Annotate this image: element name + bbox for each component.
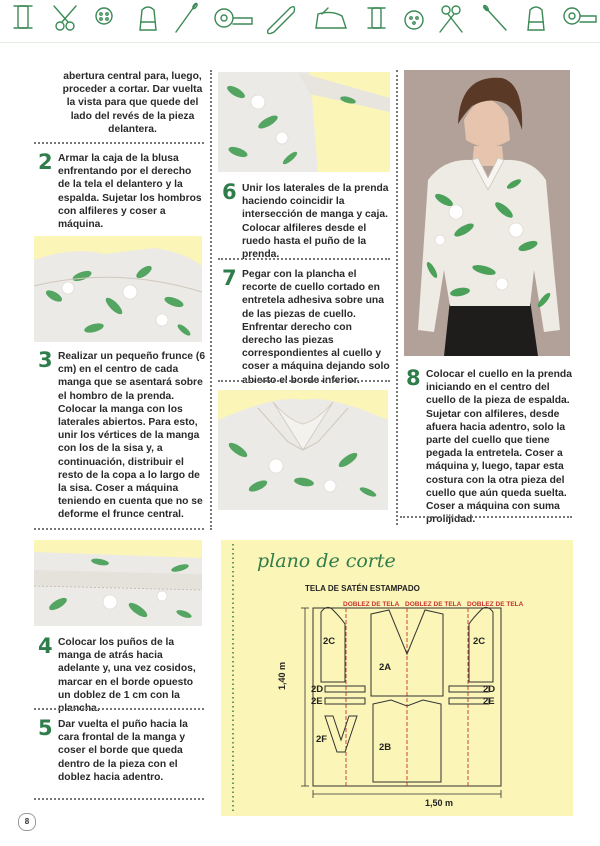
measuring-tape-icon xyxy=(215,9,252,27)
divider xyxy=(34,798,204,800)
side-seam-photo xyxy=(218,72,390,172)
model-photo xyxy=(404,70,570,356)
step-text: Colocar el cuello en la prenda iniciando en el centro del cuello de la pieza de espalda. Sujetar con alfileres, desde afuera hacia adentro, solo la parte del cuello que tiene pegada la entretela. Coser a máquina y, luego, tapar esta costura con la otra pieza del cuello que aún queda suelta. Coser a máquina con suma prolijidad. xyxy=(426,369,572,526)
button-icon xyxy=(405,11,423,29)
divider xyxy=(34,528,204,530)
step-5 xyxy=(38,716,208,786)
step-text: Unir los laterales de la prenda haciendo coincidir la intersección de manga y caja. Colocar alfileres desde el ruedo hasta el puño de la prenda. xyxy=(242,183,389,261)
piece-2b: 2B xyxy=(379,742,392,753)
height-dimension: 1,40 m xyxy=(277,661,287,690)
cutting-plan-panel xyxy=(221,540,573,816)
intro-text: abertura central para, luego, proceder a cortar. Dar vuelta la vista para que quede del lado del revés de la pieza delantera. xyxy=(62,71,203,135)
collar-photo xyxy=(218,390,388,510)
needle-icon xyxy=(176,3,198,32)
step-text: Realizar un pequeño frunce (6 cm) en el centro de cada manga que se asentará sobre el hombro de la prenda. Colocar la manga con los laterales abiertos. Para esto, unir los vértices de la manga con los de la sisa y, a continuación, distribuir el resto de la copa a lo largo de la sisa. Coser a máquina teniendo en cuenta que no se deforme el frunce central. xyxy=(58,351,206,521)
piece-2c-right: 2C xyxy=(473,636,486,647)
step-text: Armar la caja de la blusa enfrentando por el derecho de la tela el delantero y la espalda. Sujetar los hombros con alfileres y coser a máquina. xyxy=(58,153,202,231)
step-number: 6 xyxy=(222,180,237,204)
fabric-title: TELA DE SATÉN ESTAMPADO xyxy=(305,584,420,593)
piece-2e-left: 2E xyxy=(311,696,323,707)
thimble-icon xyxy=(528,7,544,30)
thread-spool-icon xyxy=(14,6,32,28)
fold-label-1: DOBLEZ DE TELA xyxy=(343,601,400,608)
step-text: Colocar los puños de la manga de atrás hacia adelante y, una vez cosidos, marcar en el borde opuesto un doblez de 1 cm con la plancha. xyxy=(58,637,196,715)
step-text: Pegar con la plancha el recorte de cuello cortado en entretela adhesiva sobre una de las piezas de cuello. Enfrentar derecho con derecho las piezas correspondientes al cuello y coser a máquina dejando solo abierto el borde inferior. xyxy=(242,269,390,386)
fold-label-2: DOBLEZ DE TELA xyxy=(405,601,462,608)
thimble-icon xyxy=(140,7,156,30)
piece-2d-right: 2D xyxy=(483,684,496,695)
cutting-pattern-diagram xyxy=(221,540,573,816)
iron-icon xyxy=(316,8,346,28)
scissors-icon xyxy=(440,6,462,32)
cutting-plan-title: plano de corte xyxy=(257,550,396,572)
piece-2f: 2F xyxy=(316,734,328,745)
measuring-tape-icon xyxy=(564,8,596,24)
cuff-photo xyxy=(34,540,202,626)
button-icon xyxy=(96,8,112,24)
page-number: 8 xyxy=(18,813,36,831)
step-3 xyxy=(38,348,208,521)
step-8 xyxy=(406,366,578,526)
width-dimension: 1,50 m xyxy=(425,798,454,808)
step-number: 3 xyxy=(38,348,53,372)
divider xyxy=(34,708,204,710)
piece-2e-right: 2E xyxy=(483,696,495,707)
sleeve-photo xyxy=(34,236,202,342)
header-pattern-band xyxy=(0,0,600,43)
column-separator xyxy=(210,70,212,530)
piece-2a: 2A xyxy=(379,662,392,673)
fold-label-3: DOBLEZ DE TELA xyxy=(467,601,524,608)
step-2 xyxy=(38,150,208,231)
step-number: 7 xyxy=(222,266,237,290)
step-7 xyxy=(222,266,394,386)
step-number: 2 xyxy=(38,150,53,174)
step-number: 8 xyxy=(406,366,421,390)
step-text: Dar vuelta el puño hacia la cara frontal de la manga y coser el borde que queda dentro de la pieza con el doblez hacia adentro. xyxy=(58,719,188,783)
needle-icon xyxy=(483,5,506,30)
piece-2d-left: 2D xyxy=(311,684,324,695)
divider xyxy=(218,380,390,382)
divider xyxy=(34,142,204,144)
divider xyxy=(400,516,572,518)
column-separator xyxy=(396,70,398,525)
thread-spool-icon xyxy=(368,8,385,28)
divider xyxy=(218,258,390,260)
step-number: 5 xyxy=(38,716,53,740)
safety-pin-icon xyxy=(268,7,295,34)
piece-2c-left: 2C xyxy=(323,636,336,647)
step-6 xyxy=(222,180,394,261)
scissors-icon xyxy=(54,6,76,30)
step-4 xyxy=(38,634,208,715)
step-number: 4 xyxy=(38,634,53,658)
sewing-notions-pattern xyxy=(0,0,600,42)
